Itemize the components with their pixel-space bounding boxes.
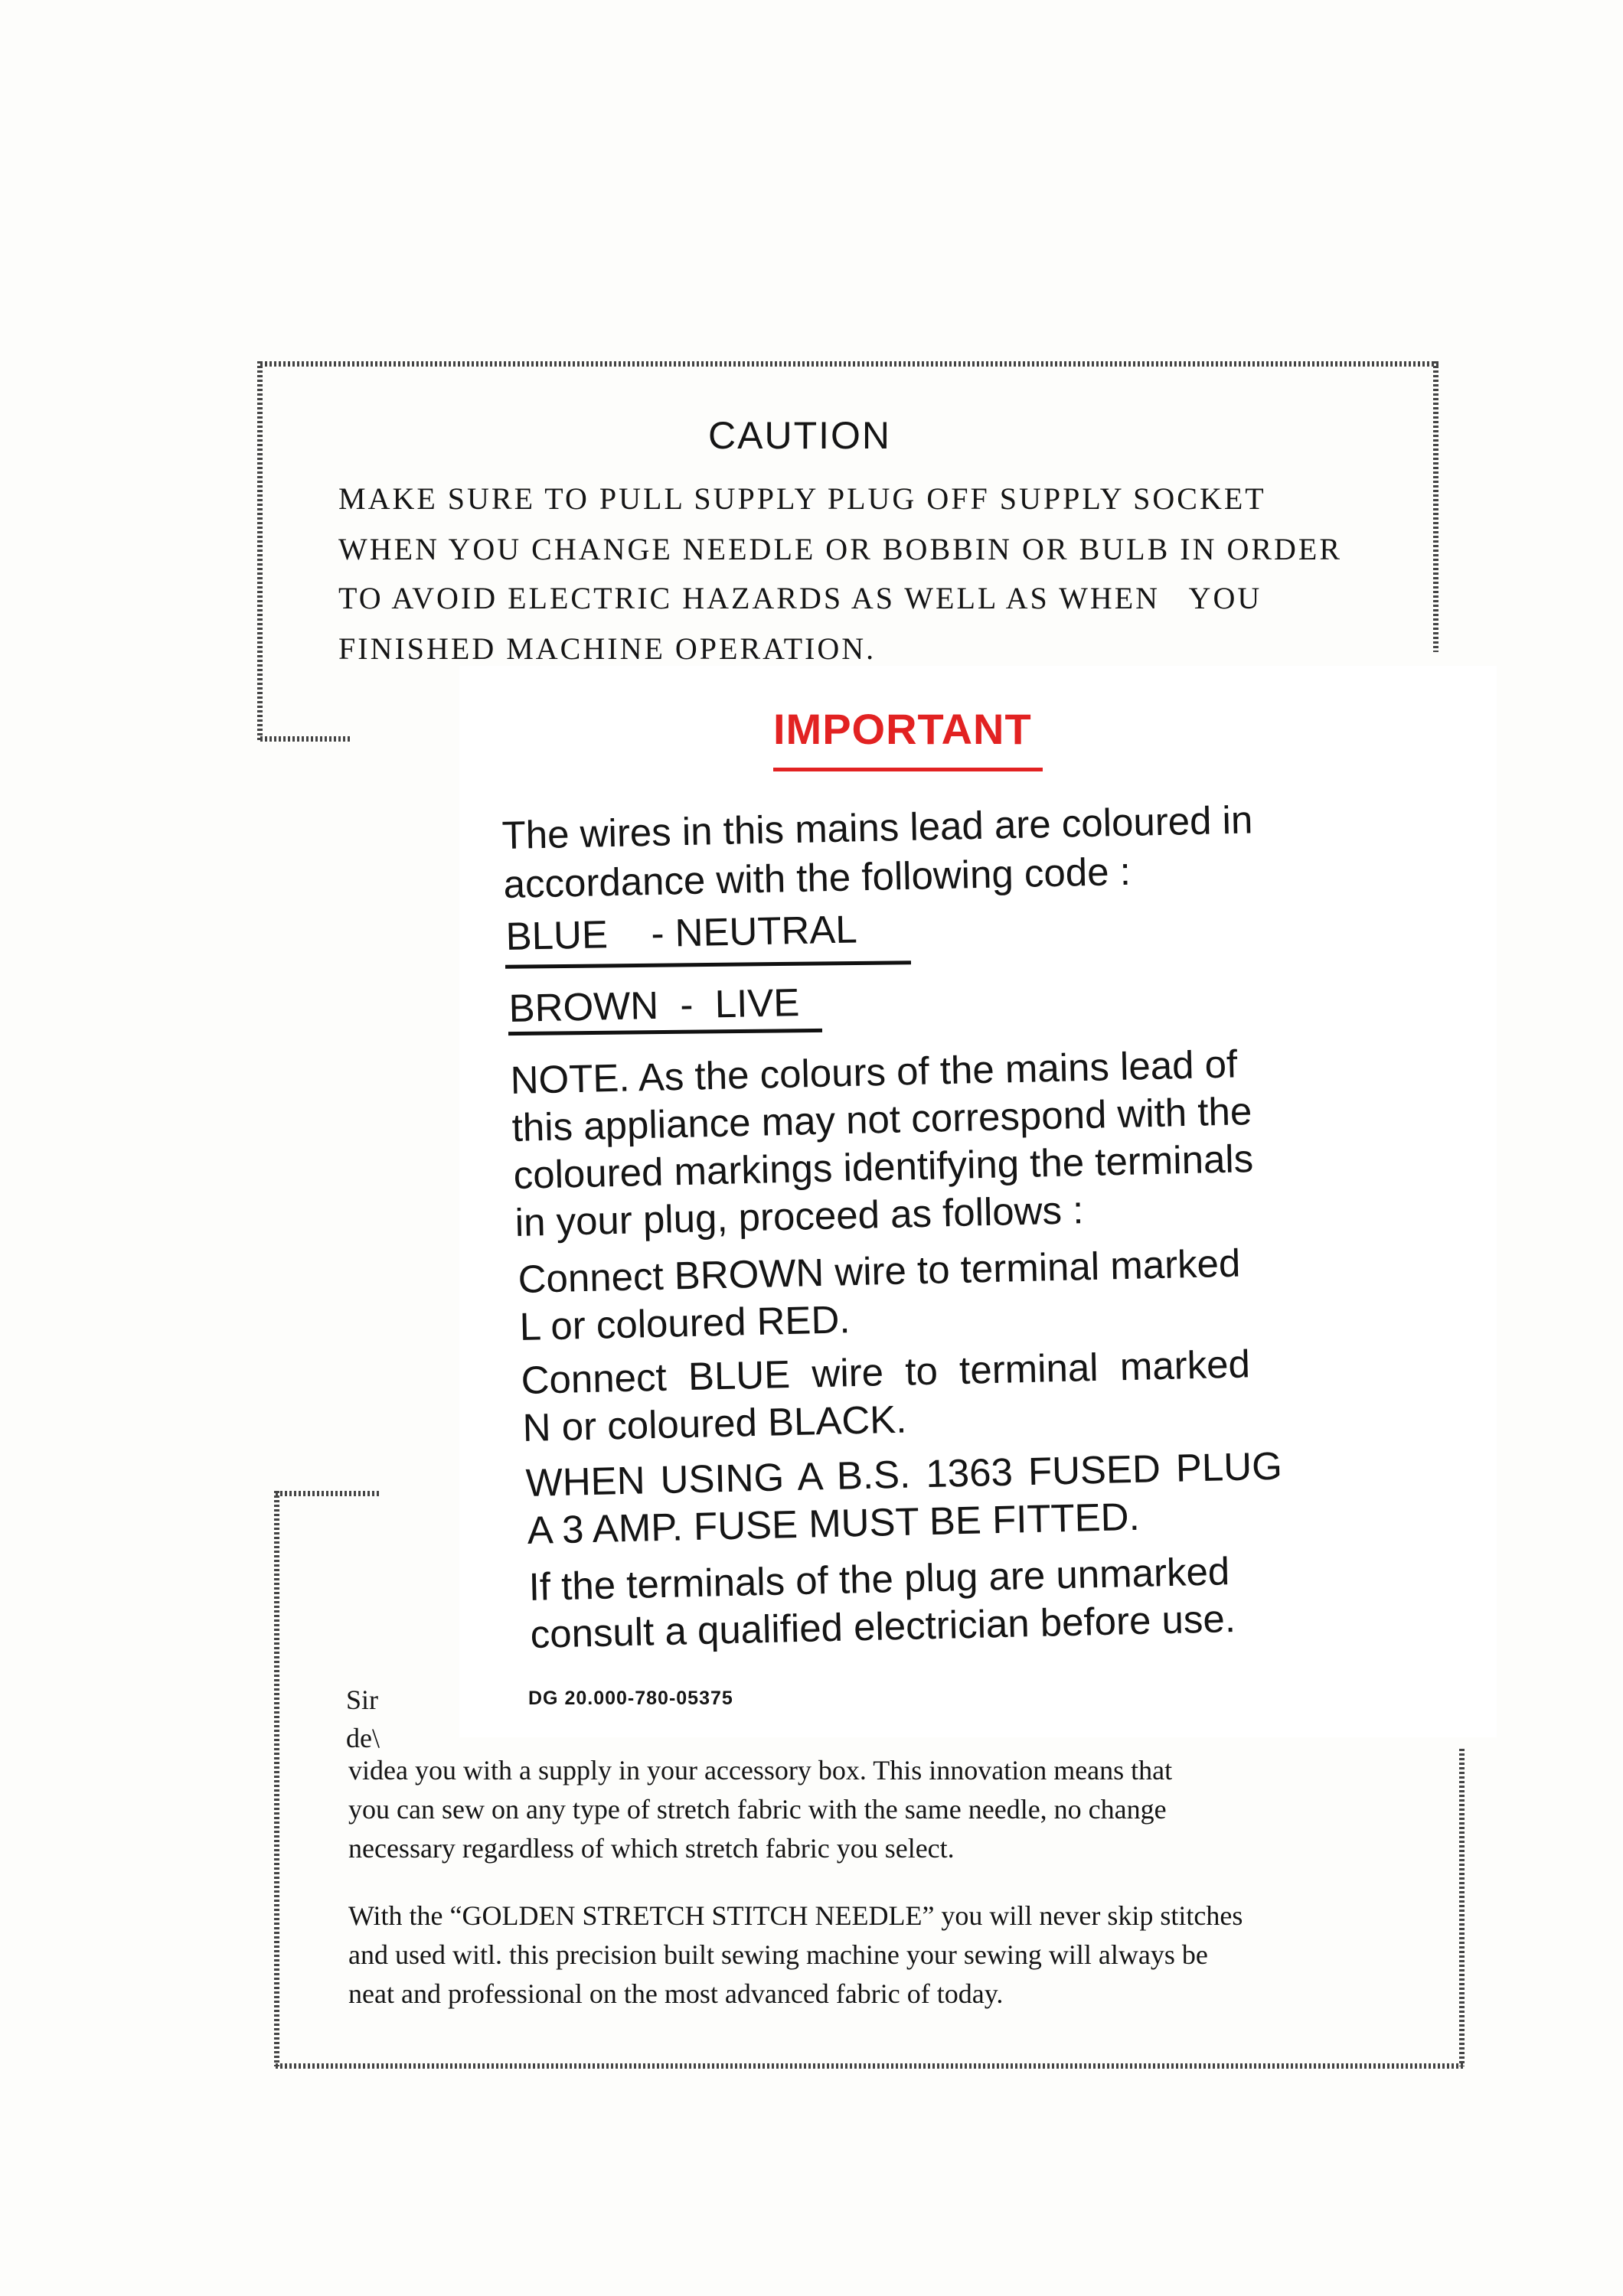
fuse-line-2: A 3 AMP. FUSE MUST BE FITTED. <box>527 1494 1141 1552</box>
caution-line-2: WHEN YOU CHANGE NEEDLE OR BOBBIN OR BULB IN ORDER <box>338 532 1343 566</box>
note-line-4: in your plug, proceed as follows : <box>514 1188 1084 1244</box>
needle-text-line-5: and used witl. this precision built sewing machine your sewing will always be <box>348 1939 1208 1970</box>
wires-intro-line-1: The wires in this mains lead are coloured in <box>501 797 1253 857</box>
needle-text-line-4: With the “GOLDEN STRETCH STITCH NEEDLE” you will never skip stitches <box>348 1900 1243 1931</box>
caution-title: CAUTION <box>708 414 891 457</box>
caution-line-1: MAKE SURE TO PULL SUPPLY PLUG OFF SUPPLY SOCKET <box>338 481 1266 516</box>
print-code: DG 20.000-780-05375 <box>528 1688 733 1709</box>
brown-rule-line-2: L or coloured RED. <box>519 1297 851 1349</box>
needle-text-line-3: necessary regardless of which stretch fabric you select. <box>348 1833 955 1864</box>
important-underline <box>773 768 1043 771</box>
blue-neutral: BLUE - NEUTRAL <box>505 907 858 958</box>
note-line-3: coloured markings identifying the terminals <box>513 1137 1254 1197</box>
brown-live: BROWN - LIVE <box>508 980 800 1030</box>
note-line-2: this appliance may not correspond with the <box>511 1089 1252 1150</box>
covered-text-fragment-1: Sir <box>346 1684 379 1715</box>
brown-rule-line-1: Connect BROWN wire to terminal marked <box>518 1241 1241 1301</box>
caution-box-top-border <box>260 361 1439 367</box>
needle-text-line-1: videa you with a supply in your accessory box. This innovation means that <box>348 1755 1173 1786</box>
blue-rule-line-1: Connect BLUE wire to terminal marked <box>521 1342 1251 1402</box>
needle-text-line-2: you can sew on any type of stretch fabric with the same needle, no change <box>348 1794 1167 1825</box>
needle-box-right-border <box>1459 1749 1465 2066</box>
needle-box-left-border <box>274 1491 279 2066</box>
wires-intro-line-2: accordance with the following code : <box>503 849 1132 906</box>
caution-box-bottom-stub <box>260 736 352 742</box>
note-line-1: NOTE. As the colours of the mains lead of <box>510 1042 1238 1102</box>
unmarked-line-2: consult a qualified electrician before use. <box>530 1596 1236 1656</box>
covered-text-fragment-2: de\ <box>346 1723 380 1753</box>
caution-box-left-border <box>257 361 263 740</box>
important-heading: IMPORTANT <box>773 705 1032 753</box>
caution-box-right-border <box>1433 361 1438 652</box>
needle-box-top-stub <box>276 1491 379 1496</box>
needle-box-bottom-border <box>276 2063 1464 2069</box>
caution-line-3: TO AVOID ELECTRIC HAZARDS AS WELL AS WHEN YOU <box>338 581 1262 615</box>
needle-text-line-6: neat and professional on the most advanced fabric of today. <box>348 1978 1004 2009</box>
blue-rule-line-2: N or coloured BLACK. <box>522 1397 907 1450</box>
unmarked-line-1: If the terminals of the plug are unmarked <box>528 1549 1230 1609</box>
caution-line-4: FINISHED MACHINE OPERATION. <box>338 631 877 666</box>
fuse-line-1: WHEN USING A B.S. 1363 FUSED PLUG <box>525 1443 1283 1505</box>
